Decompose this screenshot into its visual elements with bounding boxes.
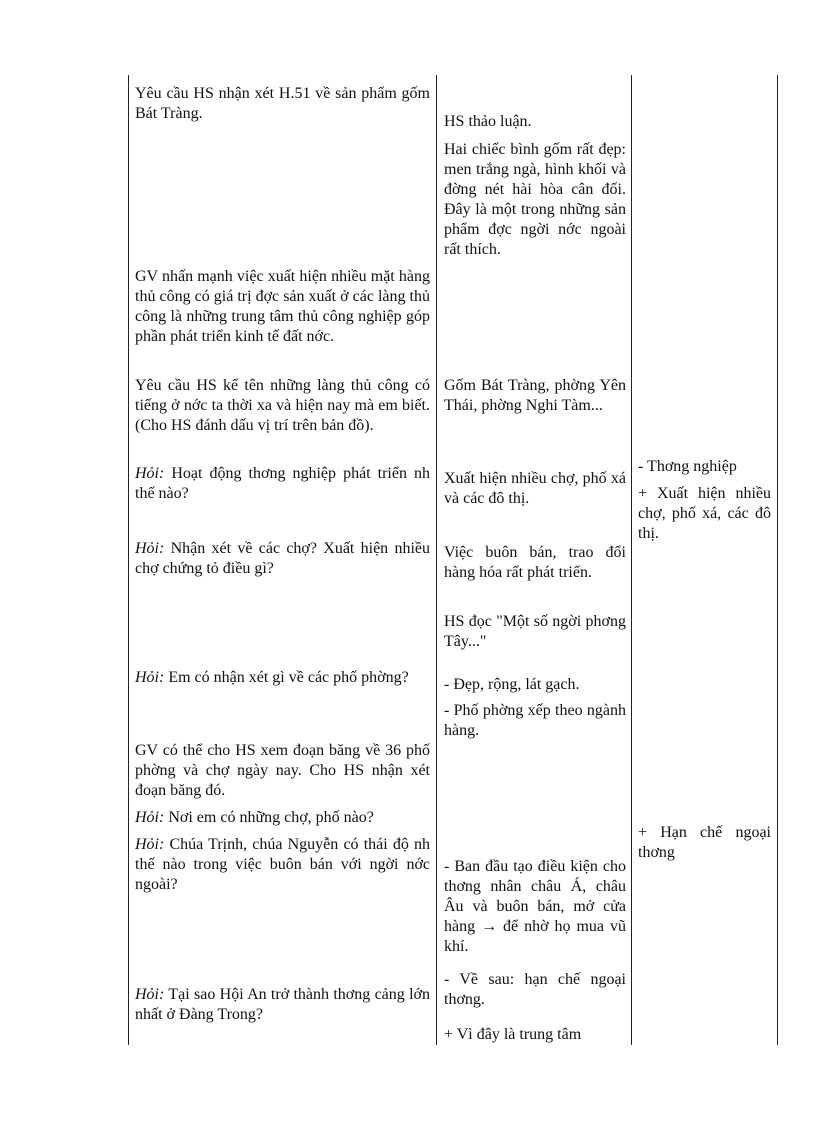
question-6-text: Tại sao Hội An trở thành thơng cảng lớn nhất ở Đàng Trong?: [135, 986, 430, 1023]
note-2: + Xuất hiện nhiều chợ, phố xá, các đô thị.: [638, 485, 771, 542]
question-2: [135, 539, 430, 579]
teacher-activity-2: GV nhấn mạnh việc xuất hiện nhiều mặt hàng thủ công có giá trị đợc sản xuất ở các làng thủ công là những trung tâm thủ công nghiệp góp phần phát triển kinh tế đất nớc.: [135, 268, 430, 345]
question-3-text: Em có nhận xét gì về các phố phờng?: [168, 669, 409, 686]
student-answer-2: Hai chiếc bình gốm rất đẹp: men trắng ngà, hình khối và đờng nét hài hòa cân đối. Đây là một trong những sản phẩm đợc ngời nớc ngoài rất thích.: [444, 141, 626, 258]
question-5-text: Chúa Trịnh, chúa Nguyễn có thái độ nh thế nào trong việc buôn bán với ngời nớc ngoài?: [135, 836, 430, 893]
student-answer-6: HS đọc "Một số ngời phơng Tây...": [444, 613, 626, 650]
table-border-col3: [631, 75, 632, 1045]
note-1: - Thơng nghiệp: [638, 458, 737, 475]
question-3: [135, 668, 430, 688]
student-answer-10: - Về sau: hạn chế ngoại thơng.: [444, 971, 626, 1008]
student-answer-11: + Vì đây là trung tâm: [444, 1026, 582, 1043]
question-label: Hỏi:: [135, 540, 165, 557]
teacher-activity-3: Yêu cầu HS kể tên những làng thủ công có tiếng ở nớc ta thời xa và hiện nay mà em biết. (Cho HS đánh dấu vị trí trên bản đồ).: [135, 377, 430, 434]
question-2-text: Nhận xét về các chợ? Xuất hiện nhiều chợ chứng tỏ điều gì?: [135, 540, 431, 577]
question-4: [135, 808, 430, 828]
student-answer-7: - Đẹp, rộng, lát gạch.: [444, 676, 580, 693]
question-label: Hỏi:: [135, 465, 165, 482]
question-5: [135, 835, 430, 895]
question-6: [135, 985, 430, 1025]
question-label: Hỏi:: [135, 809, 165, 826]
student-answer-3: Gốm Bát Tràng, phờng Yên Thái, phờng Nghi Tàm...: [444, 377, 626, 414]
question-label: Hỏi:: [135, 669, 165, 686]
question-1: [135, 464, 430, 504]
student-answer-4: Xuất hiện nhiều chợ, phố xá và các đô thị.: [444, 470, 626, 507]
student-answer-9: - Ban đầu tạo điều kiện cho thơng nhân châu Á, châu Âu và buôn bán, mở cửa hàng → để nhờ họ mua vũ khí.: [444, 858, 626, 955]
question-label: Hỏi:: [135, 836, 165, 853]
question-1-text: Hoạt động thơng nghiệp phát triển nh thế nào?: [135, 465, 431, 502]
table-border-right: [777, 75, 778, 1045]
table-border-left: [128, 75, 129, 1045]
note-3: + Hạn chế ngoại thơng: [638, 824, 771, 861]
question-4-text: Nơi em có những chợ, phố nào?: [168, 809, 374, 826]
teacher-activity-1: Yêu cầu HS nhận xét H.51 về sản phẩm gốm Bát Tràng.: [135, 85, 430, 122]
student-answer-8: - Phố phờng xếp theo ngành hàng.: [444, 702, 626, 739]
question-label: Hỏi:: [135, 986, 165, 1003]
student-answer-5: Việc buôn bán, trao đổi hàng hóa rất phát triển.: [444, 544, 626, 581]
table-border-col2: [436, 75, 437, 1045]
teacher-activity-4: GV có thể cho HS xem đoạn băng về 36 phố phờng và chợ ngày nay. Cho HS nhận xét đoạn băng đó.: [135, 742, 430, 799]
student-answer-1: HS thảo luận.: [444, 113, 532, 130]
